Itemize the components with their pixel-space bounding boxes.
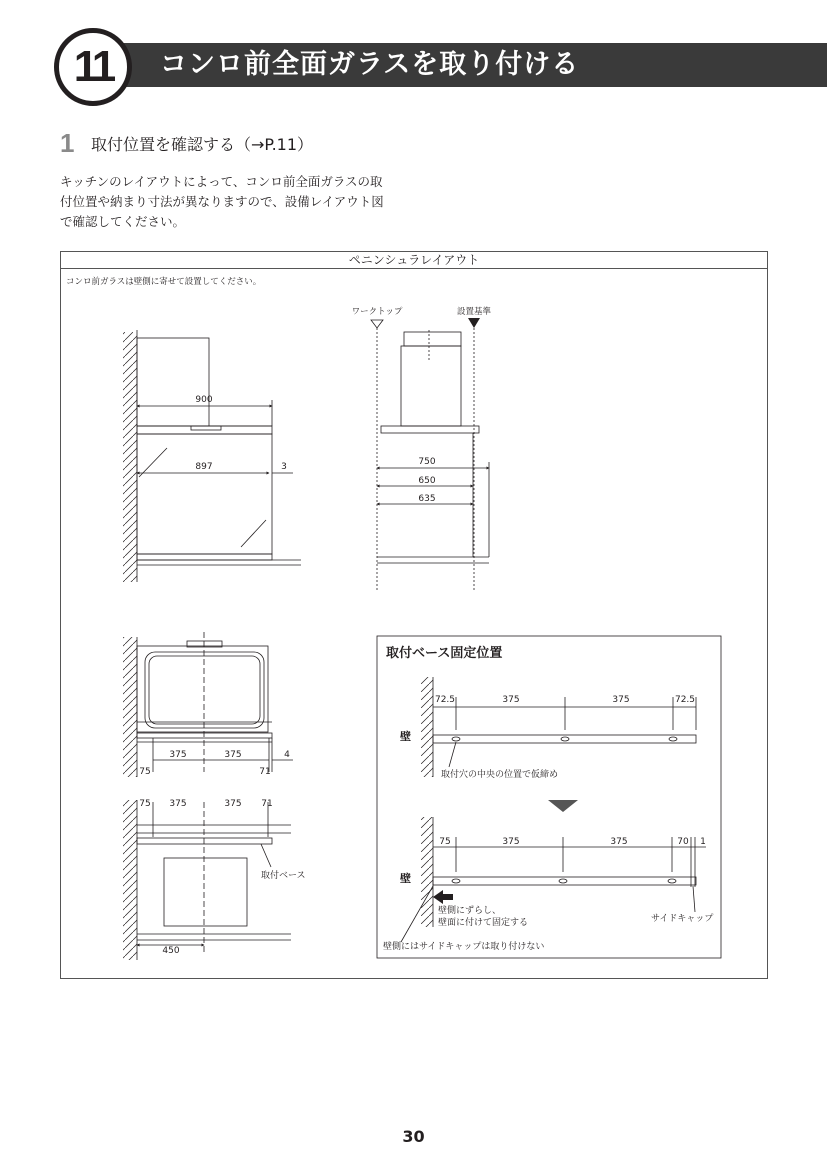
dim-375-plan-left: 375 — [169, 799, 187, 809]
fix-position-panel — [377, 636, 721, 958]
dim-4: 4 — [284, 750, 290, 760]
layout-box-title: ペニンシュラレイアウト — [61, 252, 767, 269]
top-view-diagram — [123, 632, 293, 777]
note-temporary-tighten: 取付穴の中央の位置で仮締め — [441, 770, 559, 780]
wall-label-lower: 壁 — [400, 872, 411, 885]
label-installation-reference: 設置基準 — [456, 307, 492, 317]
dim-71-plan: 71 — [261, 799, 273, 809]
dim-72-5-right: 72.5 — [674, 695, 696, 705]
label-side-cap: サイドキャップ — [651, 914, 714, 924]
dim-450: 450 — [162, 946, 180, 956]
dim-375-upper-left: 375 — [502, 695, 520, 705]
intro-line: で確認してください。 — [60, 214, 186, 229]
side-view-diagram — [371, 320, 489, 592]
dim-1: 1 — [700, 837, 706, 847]
dim-650: 650 — [418, 476, 436, 486]
intro-paragraph — [60, 172, 420, 232]
step-number: 11 — [73, 42, 113, 91]
dim-375-top-right: 375 — [224, 750, 242, 760]
dim-72-5-left: 72.5 — [434, 695, 456, 705]
dim-375-lower-right: 375 — [610, 837, 628, 847]
dim-375-lower-left: 375 — [502, 837, 520, 847]
dim-375-top-left: 375 — [169, 750, 187, 760]
note-shift-line2: 壁面に付けて固定する — [438, 918, 529, 928]
installation-diagrams — [61, 252, 767, 978]
dim-375-upper-right: 375 — [612, 695, 630, 705]
dim-71: 71 — [259, 767, 271, 777]
page-number: 30 — [402, 1127, 425, 1146]
label-mounting-base: 取付ベース — [261, 871, 306, 881]
dim-75: 75 — [139, 767, 151, 777]
section-title: コンロ前全面ガラスを取り付ける — [160, 49, 580, 80]
layout-diagram-box — [60, 251, 768, 979]
dim-375-plan-right: 375 — [224, 799, 242, 809]
dim-3: 3 — [281, 462, 287, 472]
step-number-badge — [54, 28, 132, 106]
dim-897: 897 — [195, 462, 213, 472]
dim-635: 635 — [418, 494, 436, 504]
dim-900: 900 — [195, 395, 213, 405]
layout-box-note: コンロ前ガラスは壁側に寄せて設置してください。 — [66, 277, 262, 287]
substep-number: 1 — [60, 128, 75, 158]
dim-75-plan: 75 — [139, 799, 151, 809]
intro-line: 付位置や納まり寸法が異なりますので、設備レイアウト図 — [60, 194, 384, 209]
substep-title: 取付位置を確認する（→P.11） — [91, 135, 314, 154]
note-shift-line1: 壁側にずらし、 — [438, 906, 502, 916]
fix-panel-title: 取付ベース固定位置 — [386, 646, 503, 661]
dim-75-lower: 75 — [439, 837, 451, 847]
label-worktop: ワークトップ — [351, 307, 403, 317]
dim-70: 70 — [677, 837, 689, 847]
front-view-diagram — [123, 330, 301, 582]
wall-label-upper: 壁 — [400, 730, 411, 743]
dim-750: 750 — [418, 457, 436, 467]
intro-line: キッチンのレイアウトによって、コンロ前全面ガラスの取 — [60, 174, 383, 189]
note-no-side-cap: 壁側にはサイドキャップは取り付けない — [383, 942, 545, 952]
